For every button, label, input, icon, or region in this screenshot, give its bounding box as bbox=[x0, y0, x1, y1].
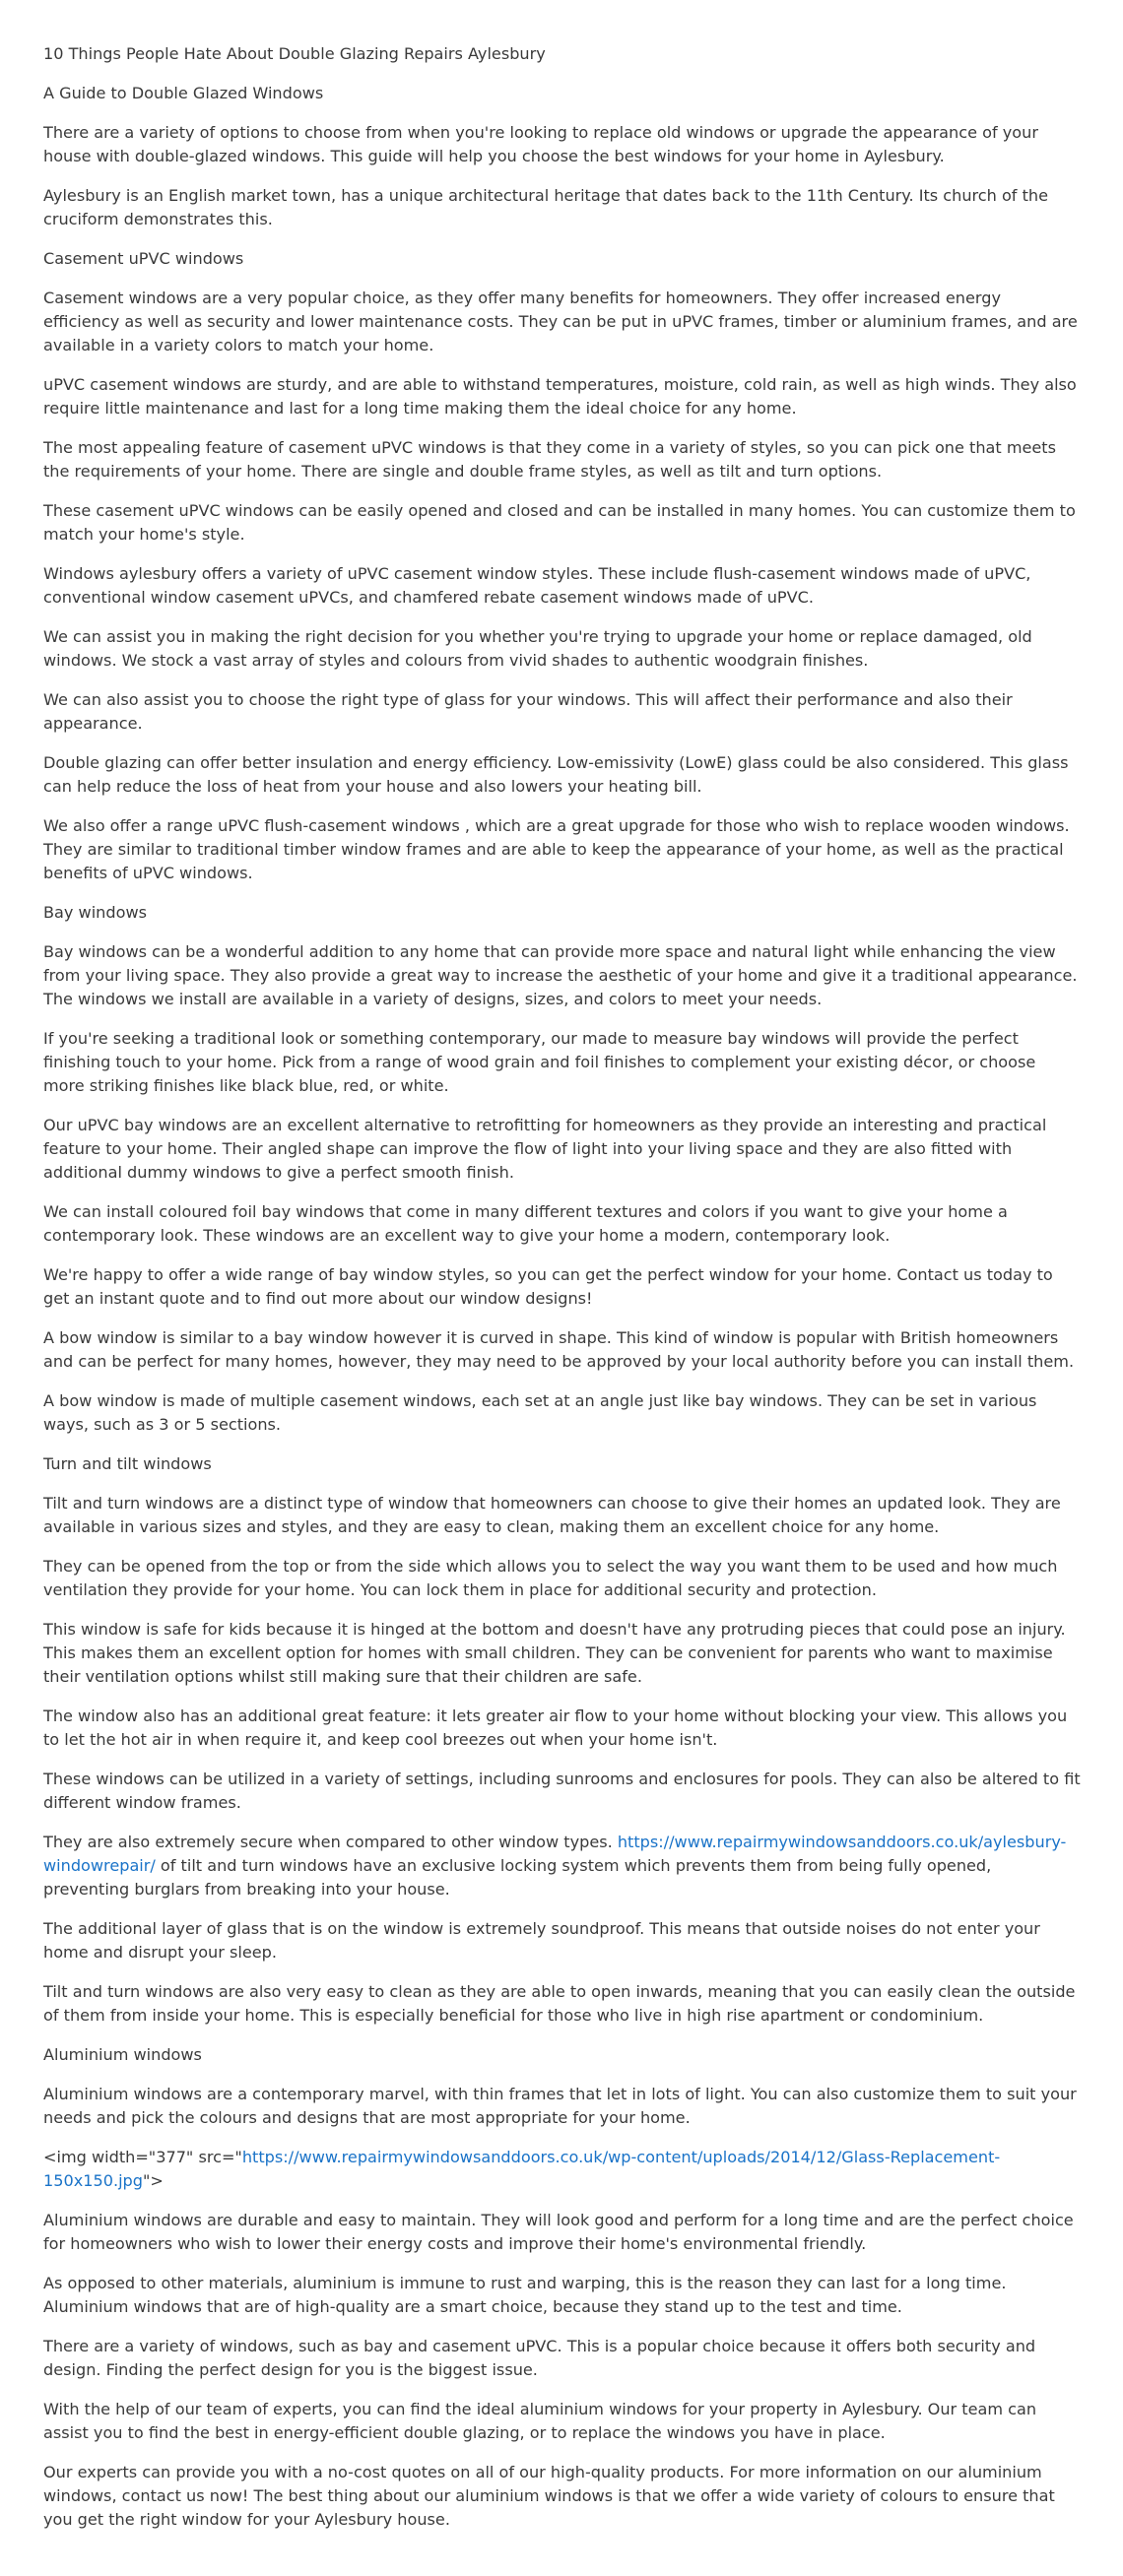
paragraph-text: of tilt and turn windows have an exclusive locking system which prevents them from being fully opened, preventing burglars from breaking into your house. bbox=[43, 1856, 992, 1899]
paragraph: Casement windows are a very popular choice, as they offer many benefits for homeowners. They offer increased energy efficiency as well as security and lower maintenance costs. They can be put in uPVC frames, timber or aluminium frames, and are available in a variety colors to match your home. bbox=[43, 289, 1078, 354]
img-code-paragraph bbox=[43, 2146, 1081, 2193]
paragraph-with-link bbox=[43, 1831, 1081, 1901]
paragraph: The additional layer of glass that is on the window is extremely soundproof. This means that outside noises do not enter your home and disrupt your sleep. bbox=[43, 1919, 1040, 1962]
paragraph: Double glazing can offer better insulation and energy efficiency. Low-emissivity (LowE) glass could be also considered. This glass can help reduce the loss of heat from your house and also lowers your heating bill. bbox=[43, 753, 1069, 796]
paragraph: Our uPVC bay windows are an excellent alternative to retrofitting for homeowners as they provide an interesting and practical feature to your home. Their angled shape can improve the flow of light into your living space and they are also fitted with additional dummy windows to give a perfect smooth finish. bbox=[43, 1116, 1047, 1182]
article-subtitle: A Guide to Double Glazed Windows bbox=[43, 84, 324, 102]
paragraph: The most appealing feature of casement uPVC windows is that they come in a variety of styles, so you can pick one that meets the requirements of your home. There are single and double frame styles, as well as tilt and turn options. bbox=[43, 438, 1056, 481]
section-heading-aluminium: Aluminium windows bbox=[43, 2045, 202, 2064]
section-heading-bay: Bay windows bbox=[43, 903, 147, 922]
paragraph: With the help of our team of experts, you can find the ideal aluminium windows for your property in Aylesbury. Our team can assist you to find the best in energy-efficient double glazing, or to replace the windows you have in place. bbox=[43, 2400, 1037, 2442]
paragraph: These windows can be utilized in a variety of settings, including sunrooms and enclosures for pools. They can also be altered to fit different window frames. bbox=[43, 1770, 1081, 1812]
paragraph: We can assist you in making the right decision for you whether you're trying to upgrade your home or replace damaged, old windows. We stock a vast array of styles and colours from vivid shades to authentic woodgrain finishes. bbox=[43, 627, 1032, 670]
paragraph: These casement uPVC windows can be easily opened and closed and can be installed in many homes. You can customize them to match your home's style. bbox=[43, 501, 1076, 544]
article-title: 10 Things People Hate About Double Glazing Repairs Aylesbury bbox=[43, 44, 546, 63]
img-code-text: "> bbox=[142, 2171, 164, 2190]
paragraph: A bow window is made of multiple casement windows, each set at an angle just like bay windows. They can be set in various ways, such as 3 or 5 sections. bbox=[43, 1391, 1037, 1434]
paragraph: As opposed to other materials, aluminium is immune to rust and warping, this is the reason they can last for a long time. Aluminium windows that are of high-quality are a smart choice, because they stand up to the test and time. bbox=[43, 2274, 1007, 2316]
paragraph: There are a variety of windows, such as bay and casement uPVC. This is a popular choice because it offers both security and design. Finding the perfect design for you is the biggest issue. bbox=[43, 2337, 1036, 2379]
paragraph: uPVC casement windows are sturdy, and are able to withstand temperatures, moisture, cold rain, as well as high winds. They also require little maintenance and last for a long time making them the ideal choice for any home. bbox=[43, 375, 1077, 418]
paragraph: Tilt and turn windows are also very easy to clean as they are able to open inwards, meaning that you can easily clean the outside of them from inside your home. This is especially beneficial for those who live in high rise apartment or condominium. bbox=[43, 1982, 1076, 2025]
paragraph: We can install coloured foil bay windows that come in many different textures and colors if you want to give your home a contemporary look. These windows are an excellent way to give your home a modern, contemporary look. bbox=[43, 1202, 1008, 1245]
paragraph-text: They are also extremely secure when compared to other window types. bbox=[43, 1833, 618, 1851]
paragraph: The window also has an additional great feature: it lets greater air flow to your home without blocking your view. This allows you to let the hot air in when require it, and keep cool breezes out when your home isn't. bbox=[43, 1707, 1068, 1749]
paragraph: We're happy to offer a wide range of bay window styles, so you can get the perfect window for your home. Contact us today to get an instant quote and to find out more about our window designs! bbox=[43, 1265, 1053, 1308]
paragraph: There are a variety of options to choose from when you're looking to replace old windows or upgrade the appearance of your house with double-glazed windows. This guide will help you choose the best windows for your home in Aylesbury. bbox=[43, 123, 1038, 165]
img-code-text: <img width="377" src=" bbox=[43, 2148, 242, 2166]
repair-link[interactable]: https://www.repairmywindowsanddoors.co.uk/aylesbury-windowrepair/ bbox=[43, 1833, 1067, 1875]
paragraph: They can be opened from the top or from the side which allows you to select the way you want them to be used and how much ventilation they provide for your home. You can lock them in place for additional security and protection. bbox=[43, 1557, 1058, 1599]
paragraph: Aylesbury is an English market town, has a unique architectural heritage that dates back to the 11th Century. Its church of the cruciform demonstrates this. bbox=[43, 186, 1049, 228]
paragraph: Aluminium windows are a contemporary marvel, with thin frames that let in lots of light. You can also customize them to suit your needs and pick the colours and designs that are most appropriate for your home. bbox=[43, 2085, 1077, 2127]
paragraph: Windows aylesbury offers a variety of uPVC casement window styles. These include flush-casement windows made of uPVC, conventional window casement uPVCs, and chamfered rebate casement windows made of uPVC. bbox=[43, 564, 1031, 607]
paragraph: We can also assist you to choose the right type of glass for your windows. This will affect their performance and also their appearance. bbox=[43, 690, 1013, 733]
paragraph: This window is safe for kids because it is hinged at the bottom and doesn't have any protruding pieces that could pose an injury. This makes them an excellent option for homes with small children. They can be convenient for parents who want to maximise their ventilation options whilst still making sure that their children are safe. bbox=[43, 1620, 1066, 1686]
paragraph: If you're seeking a traditional look or something contemporary, our made to measure bay windows will provide the perfect finishing touch to your home. Pick from a range of wood grain and foil finishes to complement your existing décor, or choose more striking finishes like black blue, red, or white. bbox=[43, 1029, 1036, 1095]
image-link[interactable]: https://www.repairmywindowsanddoors.co.uk/wp-content/uploads/2014/12/Glass-Replacement-150x150.jpg bbox=[43, 2148, 1001, 2190]
section-heading-tilt: Turn and tilt windows bbox=[43, 1454, 212, 1473]
paragraph: Aluminium windows are durable and easy to maintain. They will look good and perform for a long time and are the perfect choice for homeowners who wish to lower their energy costs and improve their home's environmental friendly. bbox=[43, 2211, 1074, 2253]
paragraph: A bow window is similar to a bay window however it is curved in shape. This kind of window is popular with British homeowners and can be perfect for many homes, however, they may need to be approved by your local authority before you can install them. bbox=[43, 1328, 1075, 1371]
paragraph: Bay windows can be a wonderful addition to any home that can provide more space and natural light while enhancing the view from your living space. They also provide a great way to increase the aesthetic of your home and give it a traditional appearance. The windows we install are available in a variety of designs, sizes, and colors to meet your needs. bbox=[43, 942, 1078, 1008]
paragraph: We also offer a range uPVC flush-casement windows , which are a great upgrade for those who wish to replace wooden windows. They are similar to traditional timber window frames and are able to keep the appearance of your home, as well as the practical benefits of uPVC windows. bbox=[43, 816, 1070, 882]
section-heading-casement: Casement uPVC windows bbox=[43, 249, 244, 268]
paragraph: Our experts can provide you with a no-cost quotes on all of our high-quality products. For more information on our aluminium windows, contact us now! The best thing about our aluminium windows is that we offer a wide variety of colours to ensure that you get the right window for your Aylesbury house. bbox=[43, 2463, 1055, 2529]
paragraph: Tilt and turn windows are a distinct type of window that homeowners can choose to give their homes an updated look. They are available in various sizes and styles, and they are easy to clean, making them an excellent choice for any home. bbox=[43, 1494, 1061, 1536]
